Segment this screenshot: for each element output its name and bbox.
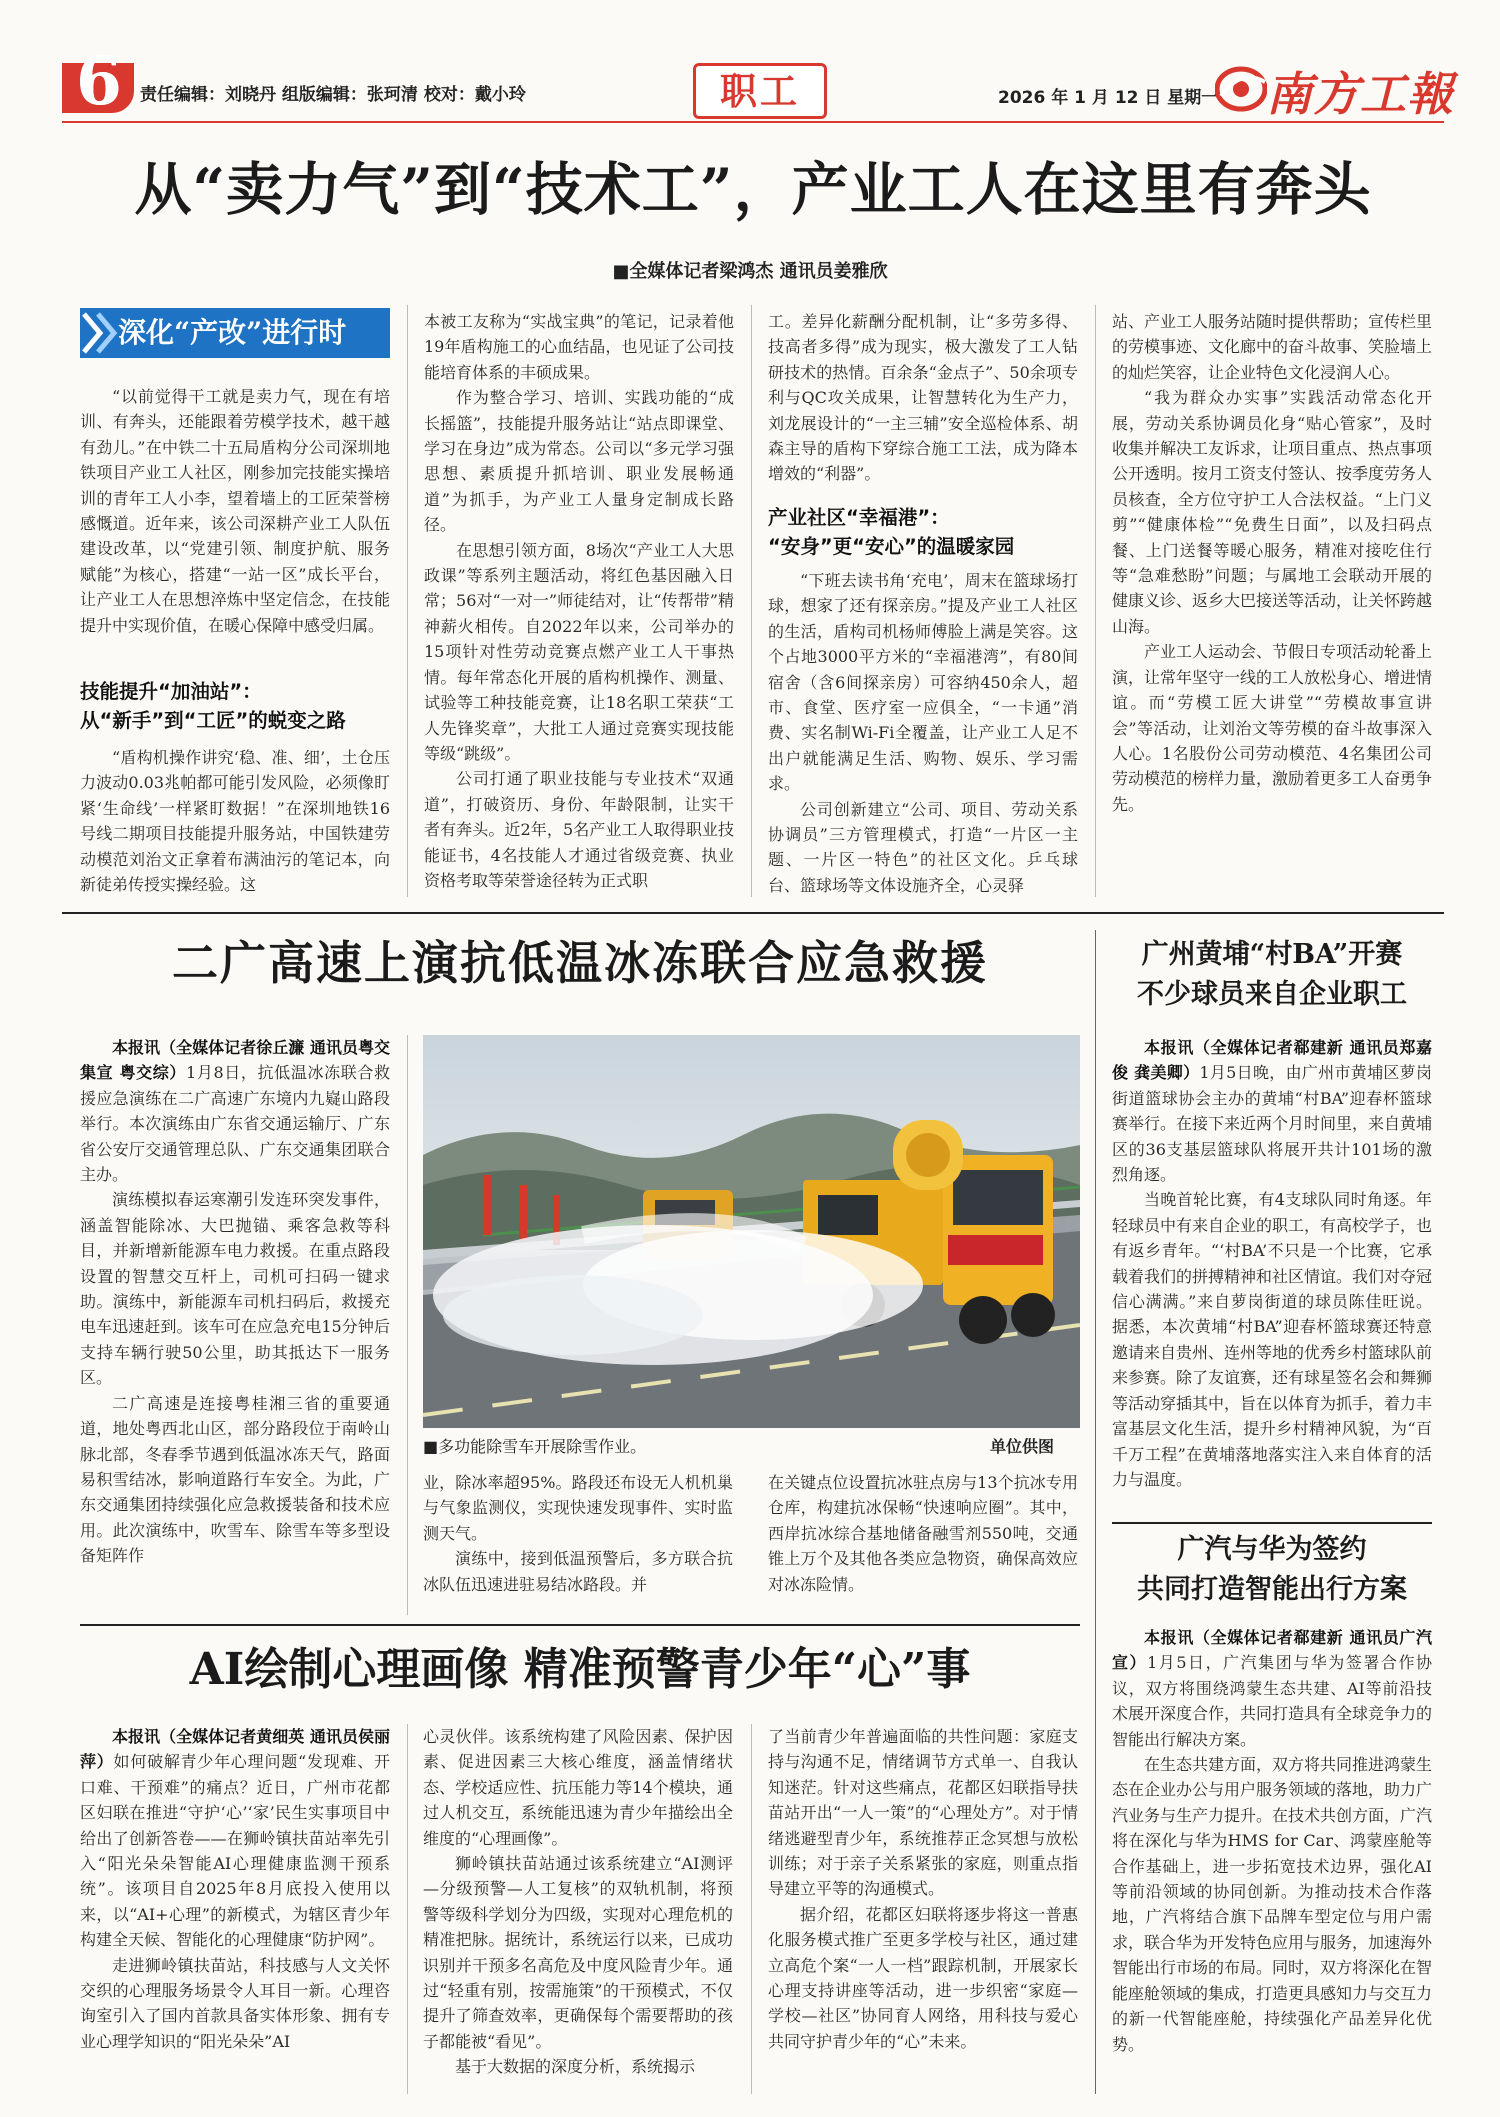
photo-caption: ■多功能除雪车开展除雪作业。 — [423, 1437, 647, 1456]
column-divider — [1095, 305, 1096, 897]
story3-col2 — [423, 1724, 733, 2094]
story1-col3 — [768, 309, 1078, 499]
column-divider — [407, 305, 408, 897]
story3-headline: AI绘制心理画像 精准预警青少年“心”事 — [189, 1644, 971, 1695]
story1-byline: ■全媒体记者梁鸿杰 通讯员姜雅欣 — [612, 261, 888, 282]
paper-name: 南方工報 — [1266, 67, 1454, 121]
paragraph — [1112, 1035, 1432, 1187]
story3-col3 — [768, 1724, 1078, 2094]
paragraph: 演练中，接到低温预警后，多方联合抗冰队伍迅速进驻易结冰路段。并 — [423, 1549, 733, 1594]
paragraph: “我为群众办实事”实践活动常态化开展，劳动关系协调员化身“贴心管家”，及时收集并解决工友诉求，让项目重点、热点事项公开透明。按月工资支付签认、按季度劳务人员核查，全方位守护工人合法权益。“上门义剪”“健康体检”“免费生日面”，以及扫码点餐、上门送餐等暖心服务，精准对接吃住行等“急难愁盼”问题；与属地工会联动开展的健康义诊、返乡大巴接送等活动，让关怀跨越山海。 — [1112, 388, 1432, 636]
paragraph: 在生态共建方面，双方将共同推进鸿蒙生态在企业办公与用户服务领域的落地，助力广汽业务与生产力提升。在技术共创方面，广汽将在深化与华为HMS for Car、鸿蒙座舱等合作基础上，进一步拓宽技术边界，强化AI等前沿领域的协同创新。为推动技术合作落地，广汽将结合旗下品牌车型定位与用户需求，联合华为开发特色应用与服务，加速海外智能出行市场的布局。同时，双方将深化在智能座舱领域的集成，打造更具感知力与交互力的新一代智能座舱，持续强化产品差异化优势。 — [1112, 1755, 1432, 2054]
paragraph-text: 1月5日，广汽集团与华为签署合作协议，双方将围绕鸿蒙生态共建、AI等前沿技术展开深度合作，共同打造具有全球竞争力的智能出行解决方案。 — [1112, 1653, 1432, 1749]
section-rule — [80, 1624, 1080, 1626]
headline-line: 广汽与华为签约 — [1177, 1534, 1367, 1565]
paragraph — [80, 1035, 390, 1187]
section-title: 职工 — [720, 69, 800, 113]
paragraph — [80, 1724, 390, 1953]
story5-body — [1112, 1625, 1432, 2095]
story1-col4 — [1112, 309, 1432, 897]
story5-headline — [1112, 1530, 1432, 1610]
paragraph: 基于大数据的深度分析，系统揭示 — [455, 2057, 696, 2077]
paragraph: 业，除冰率超95%。路段还布设无人机机巢与气象监测仪，实现快速发现事件、实时监测天气。 — [423, 1473, 733, 1543]
photo-credit: 单位供图 — [990, 1437, 1055, 1456]
masthead — [0, 0, 1500, 125]
paragraph — [1112, 1625, 1432, 1752]
story2-lead: 本报讯（全媒体记者徐丘濂 通讯员粤交集宣 粤交综） — [80, 1038, 390, 1083]
story1-col2 — [424, 309, 734, 897]
story1-col1b — [80, 745, 390, 897]
subhead-line: 从“新手”到“工匠”的蜕变之路 — [80, 709, 346, 732]
issue-date: 2026 年 1 月 12 日 星期一 — [998, 88, 1219, 108]
subhead-line: 技能提升“加油站”： — [80, 680, 262, 703]
story4-headline — [1112, 935, 1432, 1015]
paragraph: 心灵伙伴。该系统构建了风险因素、保护因素、促进因素三大核心维度，涵盖情绪状态、学校适应性、抗压能力等14个模块，通过人机交互，系统能迅速为青少年描绘出全维度的“心理画像”。 — [423, 1727, 733, 1848]
story2-headline: 二广高速上演抗低温冰冻联合应急救援 — [172, 936, 988, 990]
snow-truck-illustration — [423, 1035, 1080, 1428]
story3-col1 — [80, 1724, 390, 2094]
paragraph: 在关键点位设置抗冰驻点房与13个抗冰专用仓库，构建抗冰保畅“快速响应圈”。其中，西岸抗冰综合基地储备融雪剂550吨，交通锥上万个及其他各类应急物资，确保高效应对冰冻险情。 — [768, 1473, 1078, 1594]
story3-lead: 本报讯（全媒体记者黄细英 通讯员侯丽萍） — [80, 1727, 390, 1772]
column-divider — [407, 1035, 408, 1615]
paragraph: “下班去读书角‘充电’，周末在篮球场打球，想家了还有探亲房。”提及产业工人社区的生活，盾构司机杨师傅脸上满是笑容。这个占地3000平方米的“幸福港湾”，有80间宿舍（含6间探亲房）可容纳450余人，超市、食堂、医疗室一应俱全，“一卡通”消费、实名制Wi-Fi全覆盖，让产业工人足不出户就能满足生活、购物、娱乐、学习需求。 — [768, 571, 1078, 794]
headline-line: 广州黄埔“村BA”开赛 — [1141, 939, 1403, 970]
paragraph: 作为整合学习、培训、实践功能的“成长摇篮”，技能提升服务站让“站点即课堂、学习在身边”成为常态。公司以“多元学习强思想、素质提升抓培训、职业发展畅通道”为抓手，为产业工人量身定制成长路径。 — [424, 388, 734, 535]
story2-photo — [423, 1035, 1080, 1428]
story2-col2 — [423, 1470, 733, 1610]
masthead-rule — [62, 121, 1444, 123]
paragraph: “盾构机操作讲究‘稳、准、细’，土仓压力波动0.03兆帕都可能引发风险，必须像盯紧‘生命线’一样紧盯数据！”在深圳地铁16号线二期项目技能提升服务站，中国铁建劳动模范刘治文正拿着布满油污的笔记本，向新徒弟传授实操经验。这 — [80, 748, 390, 895]
paragraph: 站、产业工人服务站随时提供帮助；宣传栏里的劳模事迹、文化廊中的奋斗故事、笑脸墙上的灿烂笑容，让企业特色文化浸润人心。 — [1112, 312, 1432, 382]
column-divider — [1095, 930, 1096, 2094]
story1-col1 — [80, 384, 390, 670]
column-divider — [751, 1724, 752, 2094]
headline-line: 共同打造智能出行方案 — [1137, 1574, 1407, 1605]
paragraph: 走进狮岭镇扶苗站，科技感与人文关怀交织的心理服务场景令人耳目一新。心理咨询室引入了国内首款具备实体形象、拥有专业心理学知识的“阳光朵朵”AI — [80, 1955, 390, 2051]
paragraph: “以前觉得干工就是卖力气，现在有培训、有奔头，还能跟着劳模学技术，越干越有劲儿。”在中铁二十五局盾构分公司深圳地铁项目产业工人社区，刚参加完技能实操培训的青年工人小李，望着墙上的工匠荣誉榜感慨道。近年来，该公司深耕产业工人队伍建设改革，以“党建引领、制度护航、服务赋能”为核心，搭建“一站一区”成长平台，让产业工人在思想淬炼中坚定信念，在技能提升中实现价值，在暖心保障中感受归属。 — [80, 387, 390, 635]
story2-col1 — [80, 1035, 390, 1635]
story4-lead: 本报讯（全媒体记者郗建新 通讯员郑嘉俊 龚美卿） — [1112, 1038, 1432, 1083]
subhead-line: 产业社区“幸福港”： — [768, 506, 950, 529]
story1-subhead1 — [80, 677, 390, 739]
paragraph: 二广高速是连接粤桂湘三省的重要通道，地处粤西北山区，部分路段位于南岭山脉北部，冬春季节遇到低温冰冻天气，路面易积雪结冰，影响道路行车安全。为此，广东交通集团持续强化应急救援装备和技术应用。此次演练中，吹雪车、除雪车等多型设备矩阵作 — [80, 1393, 390, 1566]
column-divider — [751, 305, 752, 897]
paragraph: 演练模拟春运寒潮引发连环突发事件，涵盖智能除冰、大巴抛锚、乘客急救等科目，并新增新能源车电力救援。在重点路段设置的智慧交互杆上，司机可扫码一键求助。演练中，新能源车司机扫码后，救援充电车迅速赶到。该车可在应急充电15分钟后支持车辆行驶50公里，助其抵达下一服务区。 — [80, 1190, 390, 1388]
paragraph: 了当前青少年普遍面临的共性问题：家庭支持与沟通不足，情绪调节方式单一、自我认知迷茫。针对这些痛点，花都区妇联指导扶苗站开出“一人一策”的“心理处方”。对于情绪逃避型青少年，系统推荐正念冥想与放松训练；对于亲子关系紧张的家庭，则重点指导建立平等的沟通模式。 — [768, 1727, 1078, 1899]
story1-subhead2 — [768, 503, 1078, 565]
subhead-line: “安身”更“安心”的温暖家园 — [768, 535, 1015, 558]
paragraph-text: 1月8日，抗低温冰冻联合救援应急演练在二广高速广东境内九嶷山路段举行。本次演练由广东省交通运输厅、广东省公安厅交通管理总队、广东交通集团联合主办。 — [80, 1063, 390, 1185]
column-banner-title: 深化“产改”进行时 — [118, 316, 347, 349]
headline-line: 不少球员来自企业职工 — [1137, 979, 1407, 1010]
page-number: 6 — [76, 42, 122, 120]
chevron-right-icon — [82, 312, 118, 354]
paragraph: 公司打通了职业技能与专业技术“双通道”，打破资历、身份、年龄限制，让实干者有奔头。近2年，5名产业工人取得职业技能证书，4名技能人才通过省级竞赛、执业资格考取等荣誉途径转为正式职 — [424, 769, 734, 890]
paragraph: 本被工友称为“实战宝典”的笔记，记录着他19年盾构施工的心血结晶，也见证了公司技能培育体系的丰硕成果。 — [424, 312, 734, 382]
paper-logo-icon — [1215, 66, 1267, 112]
section-rule — [62, 912, 1444, 914]
paragraph-text: 1月5日晚，由广州市黄埔区萝岗街道篮球协会主办的黄埔“村BA”迎春杯篮球赛举行。在接下来近两个月时间里，来自黄埔区的36支基层篮球队将展开共计101场的激烈角逐。 — [1112, 1063, 1432, 1185]
paragraph-text: 如何破解青少年心理问题“发现难、开口难、干预难”的痛点？近日，广州市花都区妇联在推进“守护‘心’‘家’民生实事项目中给出了创新答卷——在狮岭镇扶苗站率先引入“阳光朵朵智能AI心理健康监测干预系统”。该项目自2025年8月底投入使用以来，以“AI+心理”的新模式，为辖区青少年构建全天候、智能化的心理健康“防护网”。 — [80, 1752, 390, 1950]
story4-body — [1112, 1035, 1432, 1513]
paragraph: 在思想引领方面，8场次“产业工人大思政课”等系列主题活动，将红色基因融入日常；56对“一对一”师徒结对，让“传帮带”精神薪火相传。自2022年以来，公司举办的15项针对性劳动竞赛点燃产业工人干事热情。每年常态化开展的盾构机操作、测量、试验等工种技能竞赛，让18名职工荣获“工人先锋奖章”，大批工人通过竞赛实现技能等级“跳级”。 — [424, 540, 734, 763]
story1-col3b — [768, 568, 1078, 897]
paragraph: 产业工人运动会、节假日专项活动轮番上演，让常年坚守一线的工人放松身心、增进情谊。而“劳模工匠大讲堂”“劳模故事宣讲会”等活动，让刘治文等劳模的奋斗故事深入人心。1名股份公司劳动模范、4名集团公司劳动模范的榜样力量，激励着更多工人奋勇争先。 — [1112, 642, 1432, 814]
paragraph: 当晚首轮比赛，有4支球队同时角逐。年轻球员中有来自企业的职工，有高校学子，也有返乡青年。“‘村BA’不只是一个比赛，它承载着我们的拼搏精神和社区情谊。我们对夺冠信心满满。”来自萝岗街道的球员陈佳旺说。据悉，本次黄埔“村BA”迎春杯篮球赛还特意邀请来自贵州、连州等地的优秀乡村篮球队前来参赛。除了友谊赛，还有球星签名会和舞狮等活动穿插其中，旨在以体育为抓手，着力丰富基层文化生活，提升乡村精神风貌，为“百千万工程”在黄埔落地落实注入来自体育的活力与温度。 — [1112, 1190, 1432, 1489]
paragraph: 工。差异化薪酬分配机制，让“多劳多得、技高者多得”成为现实，极大激发了工人钻研技术的热情。百余条“金点子”、50余项专利与QC攻关成果，让智慧转化为生产力，刘龙展设计的“一主三辅”安全巡检体系、胡森主导的盾构下穿综合施工工法，成为降本增效的“利器”。 — [768, 312, 1078, 484]
paragraph: 狮岭镇扶苗站通过该系统建立“AI测评—分级预警—人工复核”的双轨机制，将预警等级科学划分为四级，实现对心理危机的精准把脉。据统计，系统运行以来，已成功识别并干预多名高危及中度风险青少年。通过“轻重有别，按需施策”的干预模式，不仅提升了筛查效率，更确保每个需要帮助的孩子都能被“看见”。 — [423, 1854, 733, 2051]
story2-col3 — [768, 1470, 1078, 1610]
story5-lead: 本报讯（全媒体记者郗建新 通讯员广汽宣） — [1112, 1628, 1432, 1673]
column-divider — [407, 1724, 408, 2094]
page-credits: 责任编辑：刘晓丹 组版编辑：张珂清 校对：戴小玲 — [140, 85, 526, 105]
section-rule — [1112, 1522, 1432, 1524]
paragraph: 公司创新建立“公司、项目、劳动关系协调员”三方管理模式，打造“一片区一主题、一片区一特色”的社区文化。乒乓球台、篮球场等文体设施齐全，心灵驿 — [768, 799, 1078, 895]
paragraph: 据介绍，花都区妇联将逐步将这一普惠化服务模式推广至更多学校与社区，通过建立高危个案“一人一档”跟踪机制，开展家长心理支持讲座等活动，进一步织密“家庭—学校—社区”协同育人网络，用科技与爱心共同守护青少年的“心”未来。 — [768, 1904, 1078, 2051]
story1-headline: 从“卖力气”到“技术工”，产业工人在这里有奔头 — [134, 156, 1372, 223]
